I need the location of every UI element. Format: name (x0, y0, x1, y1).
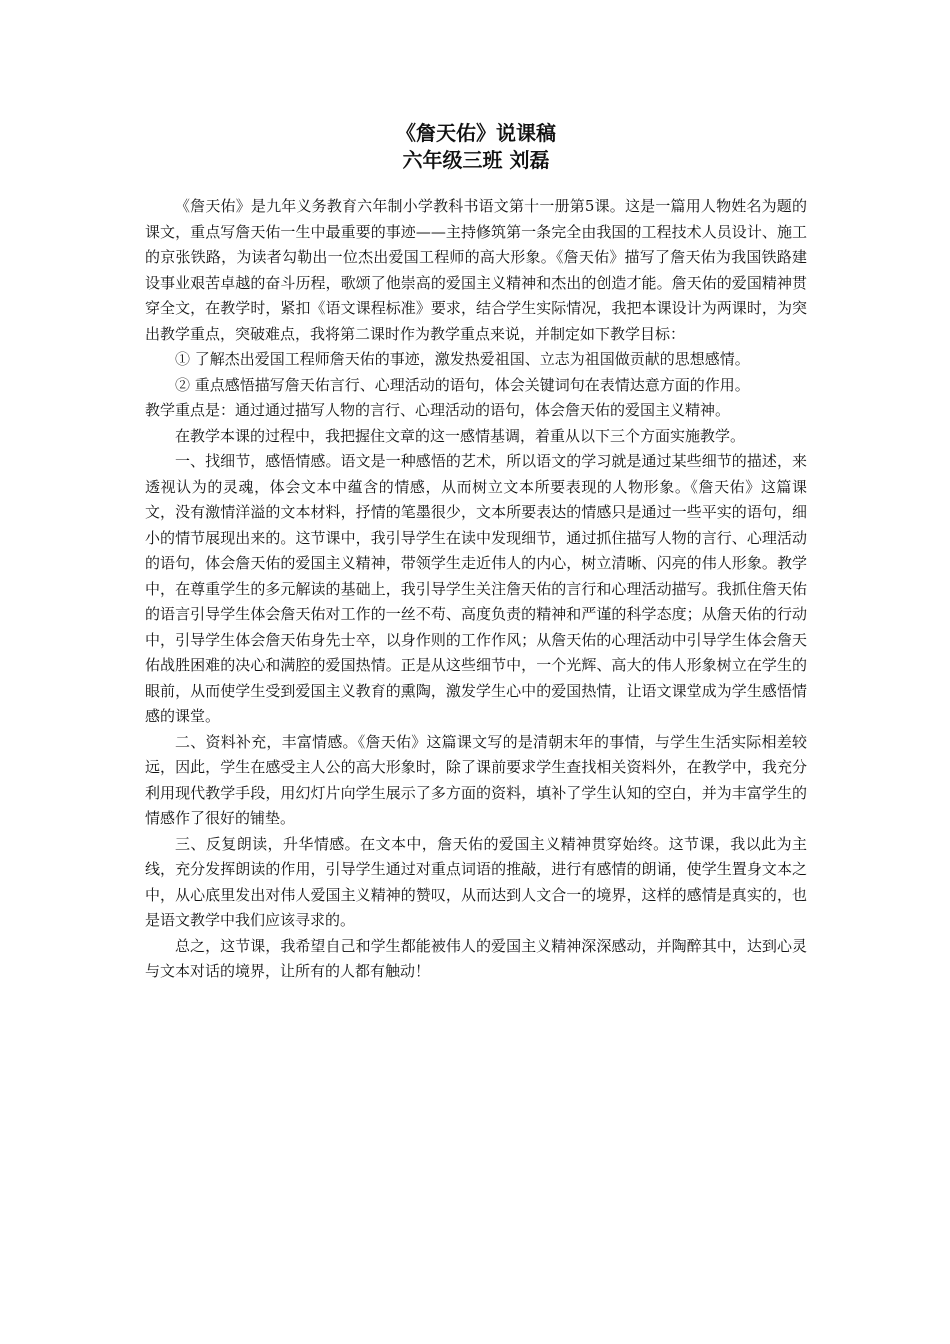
paragraph-section-1: 一、找细节，感悟情感。语文是一种感悟的艺术，所以语文的学习就是通过某些细节的描述，来透视认为的灵魂，体会文本中蕴含的情感，从而树立文本所要表现的人物形象。《詹天佑》这篇课文，没有激情洋溢的文本材料，抒情的笔墨很少，文本所要表达的情感只是通过一些平实的语句，细小的情节展现出来的。这节课中，我引导学生在读中发现细节，通过抓住描写人物的言行、心理活动的语句，体会詹天佑的爱国主义精神，带领学生走近伟人的内心，树立清晰、闪亮的伟人形象。教学中，在尊重学生的多元解读的基础上，我引导学生关注詹天佑的言行和心理活动描写。我抓住詹天佑的语言引导学生体会詹天佑对工作的一丝不苟、高度负责的精神和严谨的科学态度；从詹天佑的行动中，引导学生体会詹天佑身先士卒，以身作则的工作作风；从詹天佑的心理活动中引导学生体会詹天佑战胜困难的决心和满腔的爱国热情。正是从这些细节中，一个光辉、高大的伟人形象树立在学生的眼前，从而使学生受到爱国主义教育的熏陶，激发学生心中的爱国热情，让语文课堂成为学生感悟情感的课堂。 (145, 452, 807, 725)
document-title: 《詹天佑》说课稿 (396, 121, 556, 145)
paragraph-key-point: 教学重点是：通过通过描写人物的言行、心理活动的语句，体会詹天佑的爱国主义精神。 (145, 401, 731, 419)
document-subtitle: 六年级三班 刘磊 (402, 148, 550, 172)
paragraph-goal-1: ① 了解杰出爱国工程师詹天佑的事迹，激发热爱祖国、立志为祖国做贡献的思想感情。 (175, 350, 750, 368)
paragraph-goal-2: ② 重点感悟描写詹天佑言行、心理活动的语句，体会关键词句在表情达意方面的作用。 (175, 375, 750, 394)
paragraph-intro: 《詹天佑》是九年义务教育六年制小学教科书语文第十一册第5课。这是一篇用人物姓名为题的课文，重点写詹天佑一生中最重要的事迹——主持修筑第一条完全由我国的工程技术人员设计、施工的京张铁路，为读者勾勒出一位杰出爱国工程师的高大形象。《詹天佑》描写了詹天佑为我国铁路建设事业艰苦卓越的奋斗历程，歌颂了他崇高的爱国主义精神和杰出的创造才能。詹天佑的爱国精神贯穿全文，在教学时，紧扣《语文课程标准》要求，结合学生实际情况，我把本课设计为两课时，为突出教学重点，突破难点，我将第二课时作为教学重点来说，并制定如下教学目标： (145, 197, 807, 343)
document-page (145, 120, 807, 985)
paragraph-section-3: 三、反复朗读，升华情感。在文本中，詹天佑的爱国主义精神贯穿始终。这节课，我以此为主线，充分发挥朗读的作用，引导学生通过对重点词语的推敲，进行有感情的朗诵，使学生置身文本之中，从心底里发出对伟人爱国主义精神的赞叹，从而达到人文合一的境界，这样的感情是真实的，也是语文教学中我们应该寻求的。 (145, 834, 807, 929)
paragraph-section-2: 二、资料补充，丰富情感。《詹天佑》这篇课文写的是清朝末年的事情，与学生生活实际相差较远，因此，学生在感受主人公的高大形象时，除了课前要求学生查找相关资料外，在教学中，我充分利用现代教学手段，用幻灯片向学生展示了多方面的资料，填补了学生认知的空白，并为丰富学生的情感作了很好的铺垫。 (145, 732, 807, 827)
paragraph-conclusion: 总之，这节课，我希望自己和学生都能被伟人的爱国主义精神深深感动，并陶醉其中，达到心灵与文本对话的境界，让所有的人都有触动！ (145, 936, 807, 980)
paragraph-approach: 在教学本课的过程中，我把握住文章的这一感情基调，着重从以下三个方面实施教学。 (175, 426, 746, 445)
